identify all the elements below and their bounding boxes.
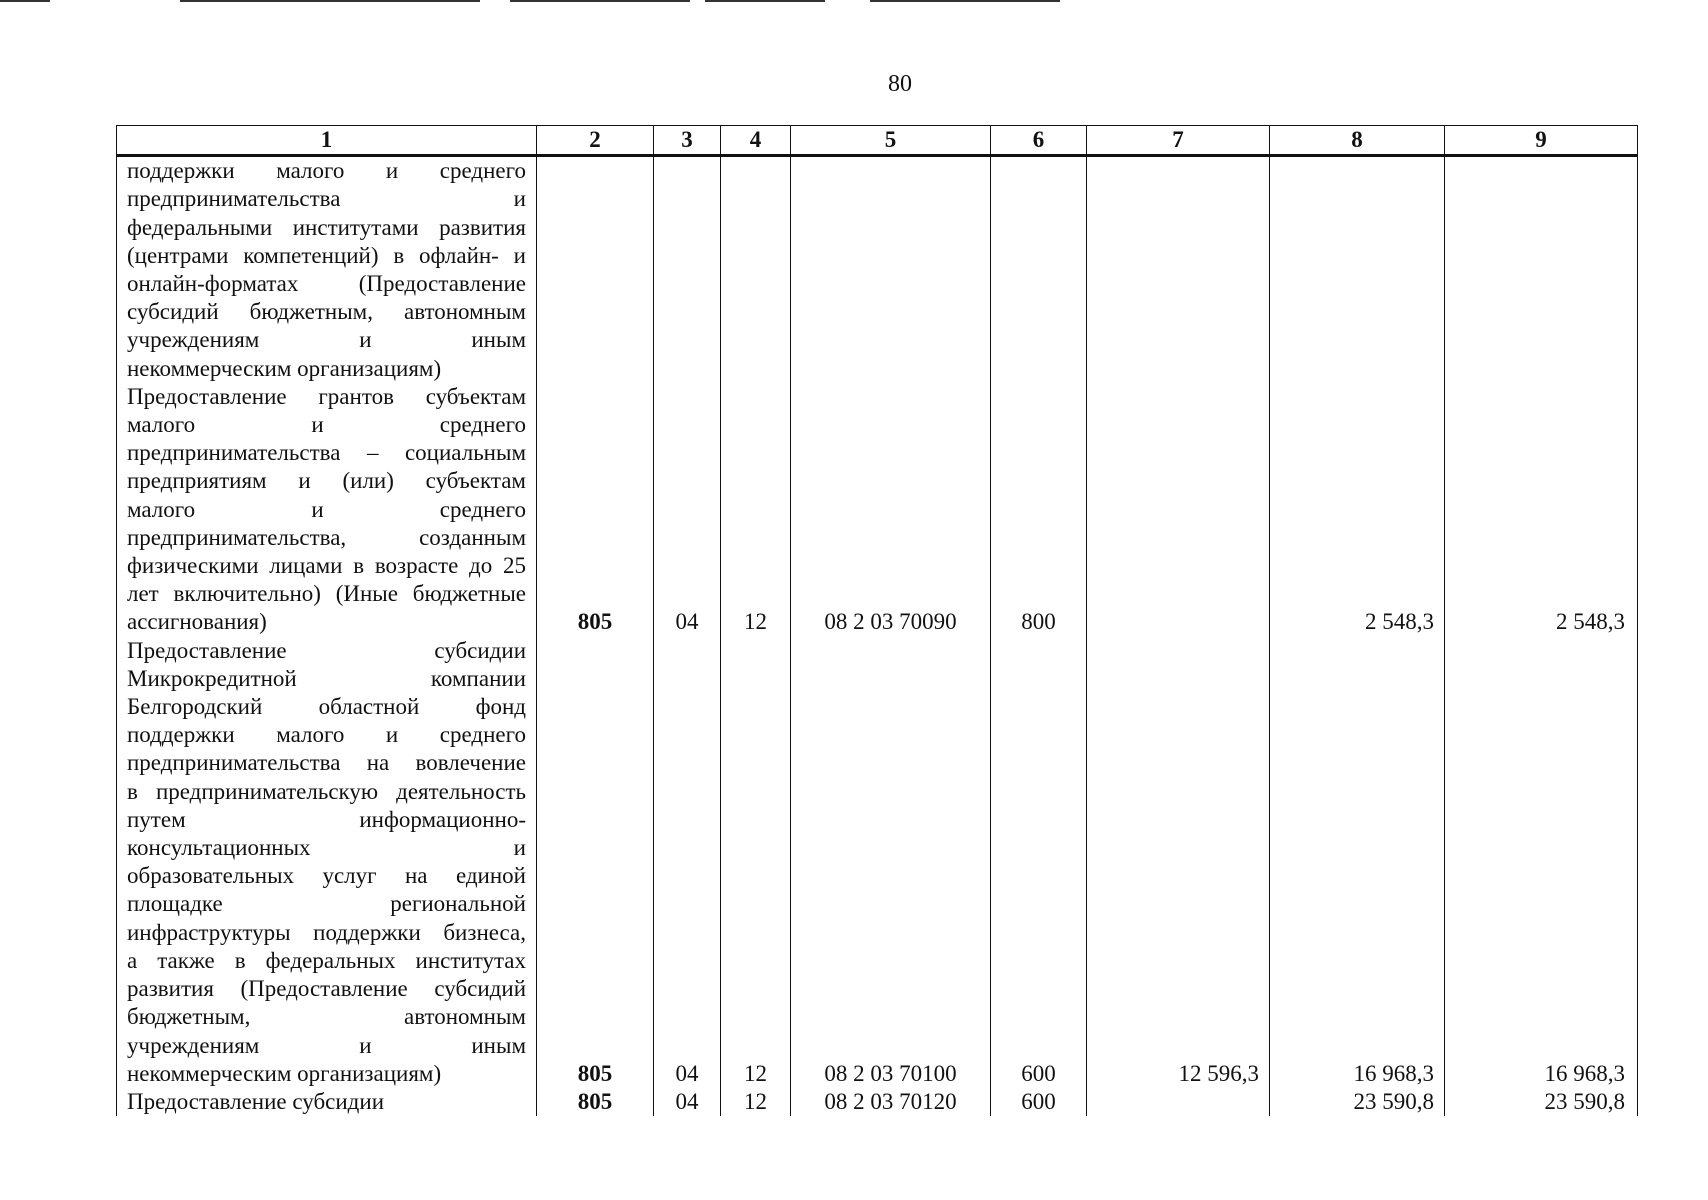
- description-line: физическими лицами в возрасте до 25: [127, 553, 526, 579]
- cell-c9: [1445, 156, 1638, 383]
- cell-c4: 12: [721, 1088, 791, 1116]
- description-line: поддержки малого и среднего: [127, 158, 526, 184]
- description-line: малого и среднего: [127, 412, 526, 438]
- cell-c7: [1087, 383, 1270, 637]
- cell-c5: 08 2 03 70120: [791, 1088, 991, 1116]
- cell-c9: 16 968,3: [1445, 637, 1638, 1088]
- cell-c7: 12 596,3: [1087, 637, 1270, 1088]
- cell-c4: [721, 156, 791, 383]
- column-header-6: 6: [991, 126, 1087, 156]
- budget-table-container: [116, 125, 1637, 1119]
- cell-c2: [537, 156, 654, 383]
- scan-edge-line: [705, 0, 825, 2]
- table-row: [117, 637, 1638, 1088]
- scan-edge-line: [0, 0, 50, 2]
- description-cell: [117, 156, 537, 383]
- description-line: площадке региональной: [127, 891, 526, 917]
- cell-c8: [1270, 156, 1445, 383]
- cell-c6: 600: [991, 637, 1087, 1088]
- description-line: (центрами компетенций) в офлайн- и: [127, 242, 526, 268]
- cell-c7: [1087, 1088, 1270, 1116]
- description-line: а также в федеральных институтах: [127, 947, 526, 973]
- table-row: [117, 383, 1638, 637]
- cell-c5: 08 2 03 70090: [791, 383, 991, 637]
- description-cell: [117, 383, 537, 637]
- cell-c4: 12: [721, 383, 791, 637]
- cell-c8: 2 548,3: [1270, 383, 1445, 637]
- description-line: предпринимательства – социальным: [127, 440, 526, 466]
- description-line: ассигнования): [127, 609, 267, 635]
- description-line: Предоставление субсидии: [127, 1088, 384, 1114]
- description-line: малого и среднего: [127, 496, 526, 522]
- column-header-3: 3: [654, 126, 721, 156]
- scan-edge-line: [510, 0, 690, 2]
- cell-c5: [791, 156, 991, 383]
- description-line: лет включительно) (Иные бюджетные: [127, 581, 526, 607]
- description-line: предпринимательства на вовлечение: [127, 750, 526, 776]
- cell-c2: 805: [537, 383, 654, 637]
- description-cell: [117, 1088, 537, 1116]
- scan-edge-line: [870, 0, 1060, 2]
- description-line: онлайн-форматах (Предоставление: [127, 271, 526, 297]
- page-number: 80: [888, 71, 912, 97]
- cell-c7: [1087, 156, 1270, 383]
- column-header-8: 8: [1270, 126, 1445, 156]
- description-line: учреждениям и иным: [127, 327, 526, 353]
- cell-c8: 23 590,8: [1270, 1088, 1445, 1116]
- description-line: некоммерческим организациям): [127, 355, 442, 381]
- cell-c5: 08 2 03 70100: [791, 637, 991, 1088]
- cell-c2: 805: [537, 1088, 654, 1116]
- column-header-1: 1: [117, 126, 537, 156]
- description-line: некоммерческим организациям): [127, 1060, 442, 1086]
- description-line: консультационных и: [127, 835, 526, 861]
- description-line: субсидий бюджетным, автономным: [127, 299, 526, 325]
- description-line: Предоставление субсидии: [127, 637, 526, 663]
- cell-c4: 12: [721, 637, 791, 1088]
- cell-c6: [991, 156, 1087, 383]
- column-header-9: 9: [1445, 126, 1638, 156]
- cell-c6: 800: [991, 383, 1087, 637]
- description-cell: [117, 637, 537, 1088]
- description-line: инфраструктуры поддержки бизнеса,: [127, 919, 526, 945]
- description-line: учреждениям и иным: [127, 1032, 526, 1058]
- description-line: предпринимательства, созданным: [127, 524, 526, 550]
- description-line: развития (Предоставление субсидий: [127, 976, 526, 1002]
- description-line: Микрокредитной компании: [127, 665, 526, 691]
- description-line: в предпринимательскую деятельность: [127, 778, 526, 804]
- description-line: федеральными институтами развития: [127, 214, 526, 240]
- description-line: Предоставление грантов субъектам: [127, 383, 526, 409]
- description-line: Белгородский областной фонд: [127, 694, 526, 720]
- cell-c3: 04: [654, 637, 721, 1088]
- cell-c9: 2 548,3: [1445, 383, 1638, 637]
- cell-c3: 04: [654, 383, 721, 637]
- cell-c9: 23 590,8: [1445, 1088, 1638, 1116]
- description-line: поддержки малого и среднего: [127, 722, 526, 748]
- description-line: предприятиям и (или) субъектам: [127, 468, 526, 494]
- column-header-4: 4: [721, 126, 791, 156]
- description-line: бюджетным, автономным: [127, 1004, 526, 1030]
- description-line: образовательных услуг на единой: [127, 863, 526, 889]
- cell-c3: [654, 156, 721, 383]
- cell-c8: 16 968,3: [1270, 637, 1445, 1088]
- table-row: [117, 156, 1638, 383]
- description-line: предпринимательства и: [127, 186, 526, 212]
- scan-edge-line: [180, 0, 480, 2]
- cell-c2: 805: [537, 637, 654, 1088]
- header-row: [117, 126, 1638, 156]
- table-row: [117, 1088, 1638, 1116]
- description-line: путем информационно-: [127, 806, 526, 832]
- cell-c6: 600: [991, 1088, 1087, 1116]
- column-header-5: 5: [791, 126, 991, 156]
- cell-c3: 04: [654, 1088, 721, 1116]
- column-header-7: 7: [1087, 126, 1270, 156]
- column-header-2: 2: [537, 126, 654, 156]
- budget-table: [116, 125, 1638, 1116]
